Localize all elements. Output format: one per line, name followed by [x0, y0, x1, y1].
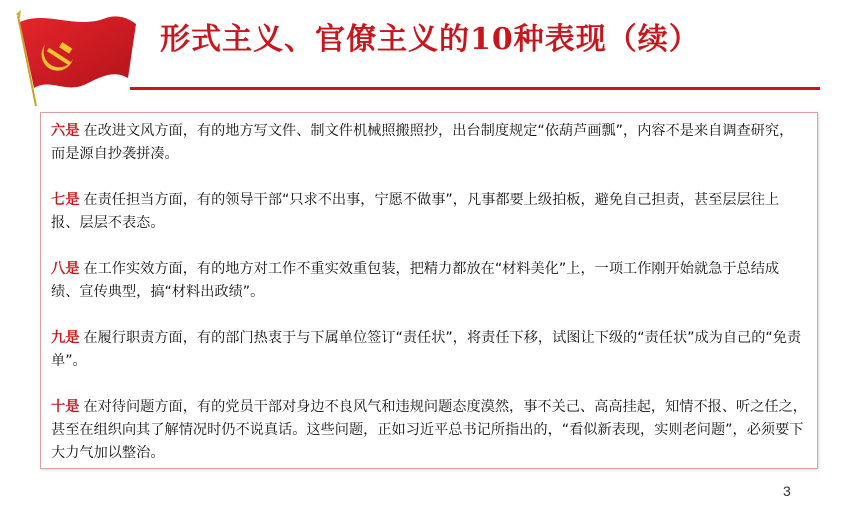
item-text: 在对待问题方面，有的党员干部对身边不良风气和违规问题态度漠然，事不关己、高高挂起，知情不报、听之任之，甚至在组织向其了解情况时仍不说真话。这些问题，正如习近平总书记所指出的，“看似新表现，实则老问题”，必须要下大力气加以整治。 — [51, 399, 807, 461]
title-divider — [130, 87, 820, 90]
list-item — [51, 327, 807, 373]
item-label: 六是 — [51, 123, 80, 139]
page-title: 形式主义、官僚主义的10种表现（续） — [160, 22, 700, 57]
list-item — [51, 120, 807, 166]
item-label: 八是 — [51, 261, 80, 277]
item-text: 在改进文风方面，有的地方写文件、制文件机械照搬照抄，出台制度规定“依葫芦画瓢”，内容不是来自调查研究，而是源自抄袭拼凑。 — [51, 123, 794, 162]
item-label: 七是 — [51, 192, 80, 208]
party-flag-icon — [6, 8, 138, 108]
content-box — [40, 112, 818, 469]
list-item — [51, 189, 807, 235]
list-item — [51, 396, 807, 465]
item-label: 九是 — [51, 330, 80, 346]
list-item — [51, 258, 807, 304]
item-text: 在履行职责方面，有的部门热衷于与下属单位签订“责任状”，将责任下移，试图让下级的“责任状”成为自己的“免责单”。 — [51, 330, 802, 369]
item-label: 十是 — [51, 399, 80, 415]
item-text: 在工作实效方面，有的地方对工作不重实效重包装，把精力都放在“材料美化”上，一项工作刚开始就急于总结成绩、宣传典型，搞“材料出政绩”。 — [51, 261, 780, 300]
page-number: 3 — [783, 483, 791, 499]
item-text: 在责任担当方面，有的领导干部“只求不出事，宁愿不做事”，凡事都要上级拍板，避免自己担责，甚至层层往上报、层层不表态。 — [51, 192, 780, 231]
